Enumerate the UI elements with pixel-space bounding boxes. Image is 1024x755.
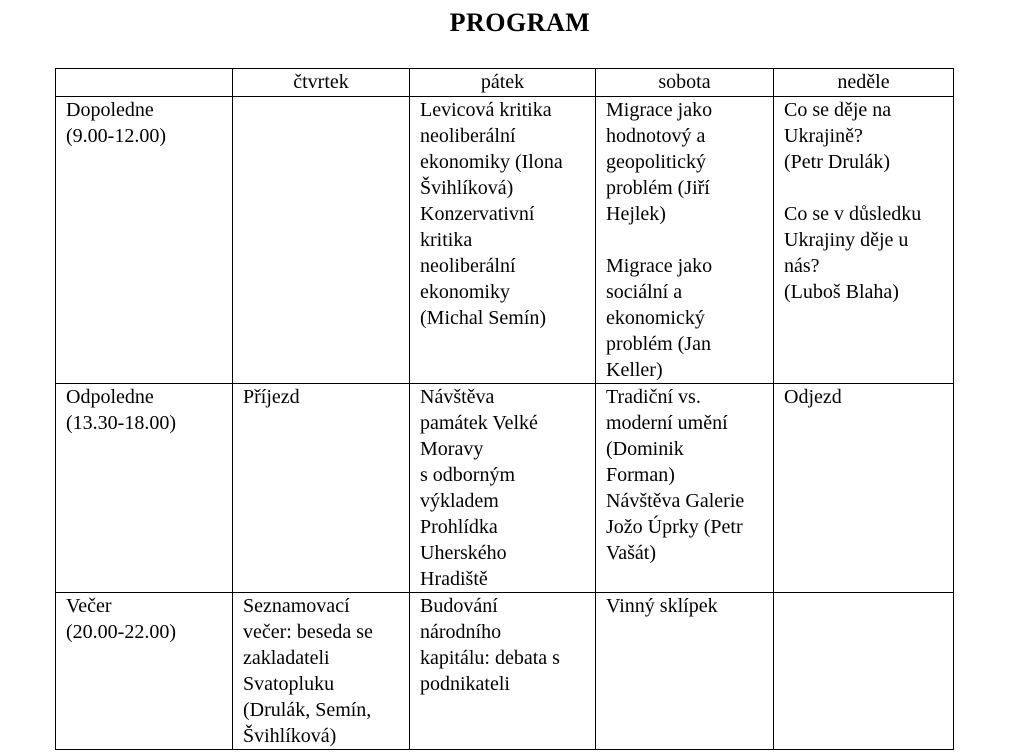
table-row-morning [56,97,954,384]
cell-evening-sunday [774,593,954,750]
program-item: Návštěva památek Velké Moravy s odborným výkladem Prohlídka Uherského Hradiště [420,386,538,590]
cell-morning-friday [410,97,596,384]
cell-afternoon-saturday [596,384,774,593]
cell-morning-saturday [596,97,774,384]
table-row-evening [56,593,954,750]
row-label-text: Večer (20.00-22.00) [66,595,176,643]
cell-morning-thursday [233,97,410,384]
header-cell-thursday: čtvrtek [233,69,410,97]
program-item: Co se děje na Ukrajině? (Petr Drulák) [784,99,892,173]
program-item: Seznamovací večer: beseda se zakladateli Svatopluku (Drulák, Semín, Švihlíková) [243,595,373,747]
row-label-text: Odpoledne (13.30-18.00) [66,386,176,434]
cell-evening-saturday [596,593,774,750]
row-label-evening [56,593,233,750]
table-row-afternoon [56,384,954,593]
cell-afternoon-friday [410,384,596,593]
header-cell-friday: pátek [410,69,596,97]
program-item: Levicová kritika neoliberální ekonomiky (Ilona Švihlíková) Konzervativní kritika neoliberální ekonomiky (Michal Semín) [420,99,563,329]
program-item: Vinný sklípek [606,595,718,617]
cell-afternoon-sunday [774,384,954,593]
header-cell-corner [56,69,233,97]
header-cell-sunday: neděle [774,69,954,97]
row-label-afternoon [56,384,233,593]
cell-morning-sunday [774,97,954,384]
program-item: Budování národního kapitálu: debata s podnikateli [420,595,560,695]
row-label-morning [56,97,233,384]
row-label-text: Dopoledne (9.00-12.00) [66,99,166,147]
table-header-row [56,69,954,97]
cell-afternoon-thursday [233,384,410,593]
program-item: Co se v důsledku Ukrajiny děje u nás? (Luboš Blaha) [784,203,922,303]
program-item: Odjezd [784,386,842,408]
page-title: PROGRAM [449,8,591,37]
program-item: Migrace jako hodnotový a geopolitický problém (Jiří Hejlek) [606,99,713,225]
program-table [55,68,954,750]
cell-evening-thursday [233,593,410,750]
program-item: Migrace jako sociální a ekonomický problém (Jan Keller) [606,255,713,381]
cell-evening-friday [410,593,596,750]
program-item: Příjezd [243,386,300,408]
header-cell-saturday: sobota [596,69,774,97]
program-item: Tradiční vs. moderní umění (Dominik Forman) Návštěva Galerie Jožo Úprky (Petr Vašát) [606,386,745,564]
